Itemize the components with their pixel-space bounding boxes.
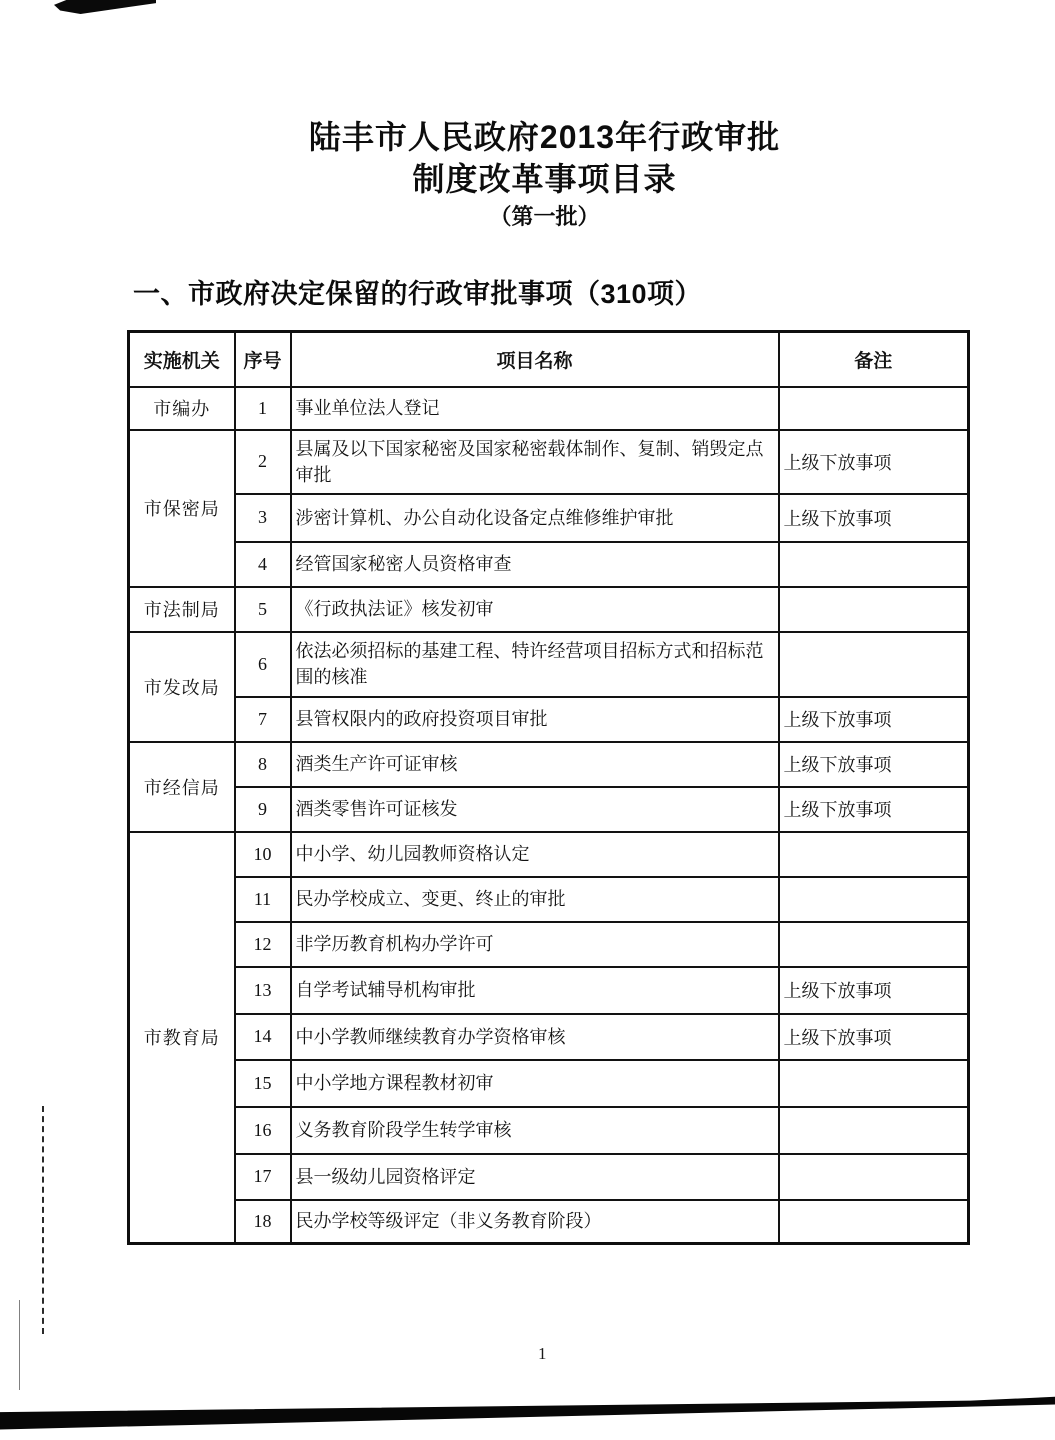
document-title-line-1: 陆丰市人民政府2013年行政审批 [308, 119, 781, 155]
table-row [129, 387, 969, 430]
number-cell: 8 [235, 742, 291, 787]
section-heading: 一、市政府决定保留的行政审批事项（310项） [133, 279, 703, 309]
number-cell: 9 [235, 787, 291, 832]
item-name-cell: 县管权限内的政府投资项目审批 [291, 697, 779, 742]
number-cell: 18 [235, 1200, 291, 1244]
header-item-name: 项目名称 [291, 332, 779, 387]
agency-cell: 市法制局 [129, 587, 235, 632]
note-cell: 上级下放事项 [779, 967, 969, 1014]
table-row [129, 877, 969, 922]
number-cell: 16 [235, 1107, 291, 1154]
item-name-cell: 中小学教师继续教育办学资格审核 [291, 1014, 779, 1060]
document-title-block [17, 116, 1055, 234]
header-number: 序号 [235, 332, 291, 387]
item-name-cell: 县一级幼儿园资格评定 [291, 1154, 779, 1200]
note-cell [779, 387, 969, 430]
table-row [129, 494, 969, 542]
table-row [129, 1200, 969, 1244]
scan-artifact-dashed-line [42, 1106, 44, 1334]
note-cell [779, 1060, 969, 1107]
note-cell: 上级下放事项 [779, 787, 969, 832]
table-row [129, 697, 969, 742]
number-cell: 14 [235, 1014, 291, 1060]
agency-cell: 市编办 [129, 387, 235, 430]
note-cell: 上级下放事项 [779, 1014, 969, 1060]
item-name-cell: 酒类生产许可证审核 [291, 742, 779, 787]
item-name-cell: 《行政执法证》核发初审 [291, 587, 779, 632]
note-cell [779, 542, 969, 587]
note-cell [779, 877, 969, 922]
document-title-line-2: 制度改革事项目录 [412, 161, 677, 197]
number-cell: 2 [235, 430, 291, 494]
note-cell [779, 1154, 969, 1200]
document-title-batch: （第一批） [489, 204, 600, 229]
header-agency: 实施机关 [129, 332, 235, 387]
item-name-cell: 经管国家秘密人员资格审查 [291, 542, 779, 587]
item-name-cell: 自学考试辅导机构审批 [291, 967, 779, 1014]
table-row [129, 430, 969, 494]
number-cell: 11 [235, 877, 291, 922]
scan-artifact-bottom-strip [0, 1392, 1055, 1440]
table-row [129, 632, 969, 697]
number-cell: 13 [235, 967, 291, 1014]
number-cell: 6 [235, 632, 291, 697]
item-name-cell: 县属及以下国家秘密及国家秘密载体制作、复制、销毁定点审批 [291, 430, 779, 494]
number-cell: 7 [235, 697, 291, 742]
number-cell: 12 [235, 922, 291, 967]
item-name-cell: 涉密计算机、办公自动化设备定点维修维护审批 [291, 494, 779, 542]
item-name-cell: 非学历教育机构办学许可 [291, 922, 779, 967]
note-cell: 上级下放事项 [779, 494, 969, 542]
number-cell: 10 [235, 832, 291, 877]
item-name-cell: 民办学校成立、变更、终止的审批 [291, 877, 779, 922]
note-cell: 上级下放事项 [779, 430, 969, 494]
scan-artifact-top-left [54, 0, 156, 14]
note-cell [779, 1107, 969, 1154]
item-name-cell: 民办学校等级评定（非义务教育阶段） [291, 1200, 779, 1244]
number-cell: 17 [235, 1154, 291, 1200]
note-cell [779, 632, 969, 697]
number-cell: 5 [235, 587, 291, 632]
number-cell: 4 [235, 542, 291, 587]
note-cell: 上级下放事项 [779, 697, 969, 742]
table-row [129, 742, 969, 787]
table-row [129, 1014, 969, 1060]
item-name-cell: 中小学、幼儿园教师资格认定 [291, 832, 779, 877]
item-name-cell: 中小学地方课程教材初审 [291, 1060, 779, 1107]
note-cell [779, 832, 969, 877]
table-header-row [129, 332, 969, 387]
table-row [129, 542, 969, 587]
item-name-cell: 事业单位法人登记 [291, 387, 779, 430]
page-number: 1 [538, 1344, 547, 1363]
table-row [129, 787, 969, 832]
table-row [129, 922, 969, 967]
number-cell: 1 [235, 387, 291, 430]
note-cell [779, 922, 969, 967]
note-cell [779, 1200, 969, 1244]
item-name-cell: 依法必须招标的基建工程、特许经营项目招标方式和招标范围的核准 [291, 632, 779, 697]
table-row [129, 1154, 969, 1200]
item-name-cell: 酒类零售许可证核发 [291, 787, 779, 832]
agency-cell: 市经信局 [129, 742, 235, 832]
table-row [129, 1060, 969, 1107]
number-cell: 15 [235, 1060, 291, 1107]
agency-cell: 市保密局 [129, 430, 235, 587]
agency-cell: 市教育局 [129, 832, 235, 1244]
item-name-cell: 义务教育阶段学生转学审核 [291, 1107, 779, 1154]
note-cell [779, 587, 969, 632]
header-note: 备注 [779, 332, 969, 387]
number-cell: 3 [235, 494, 291, 542]
table-row [129, 587, 969, 632]
table-row [129, 1107, 969, 1154]
note-cell: 上级下放事项 [779, 742, 969, 787]
scan-artifact-thin-line [19, 1300, 20, 1390]
table-row [129, 832, 969, 877]
table-row [129, 967, 969, 1014]
agency-cell: 市发改局 [129, 632, 235, 742]
approval-items-table [127, 330, 970, 1245]
